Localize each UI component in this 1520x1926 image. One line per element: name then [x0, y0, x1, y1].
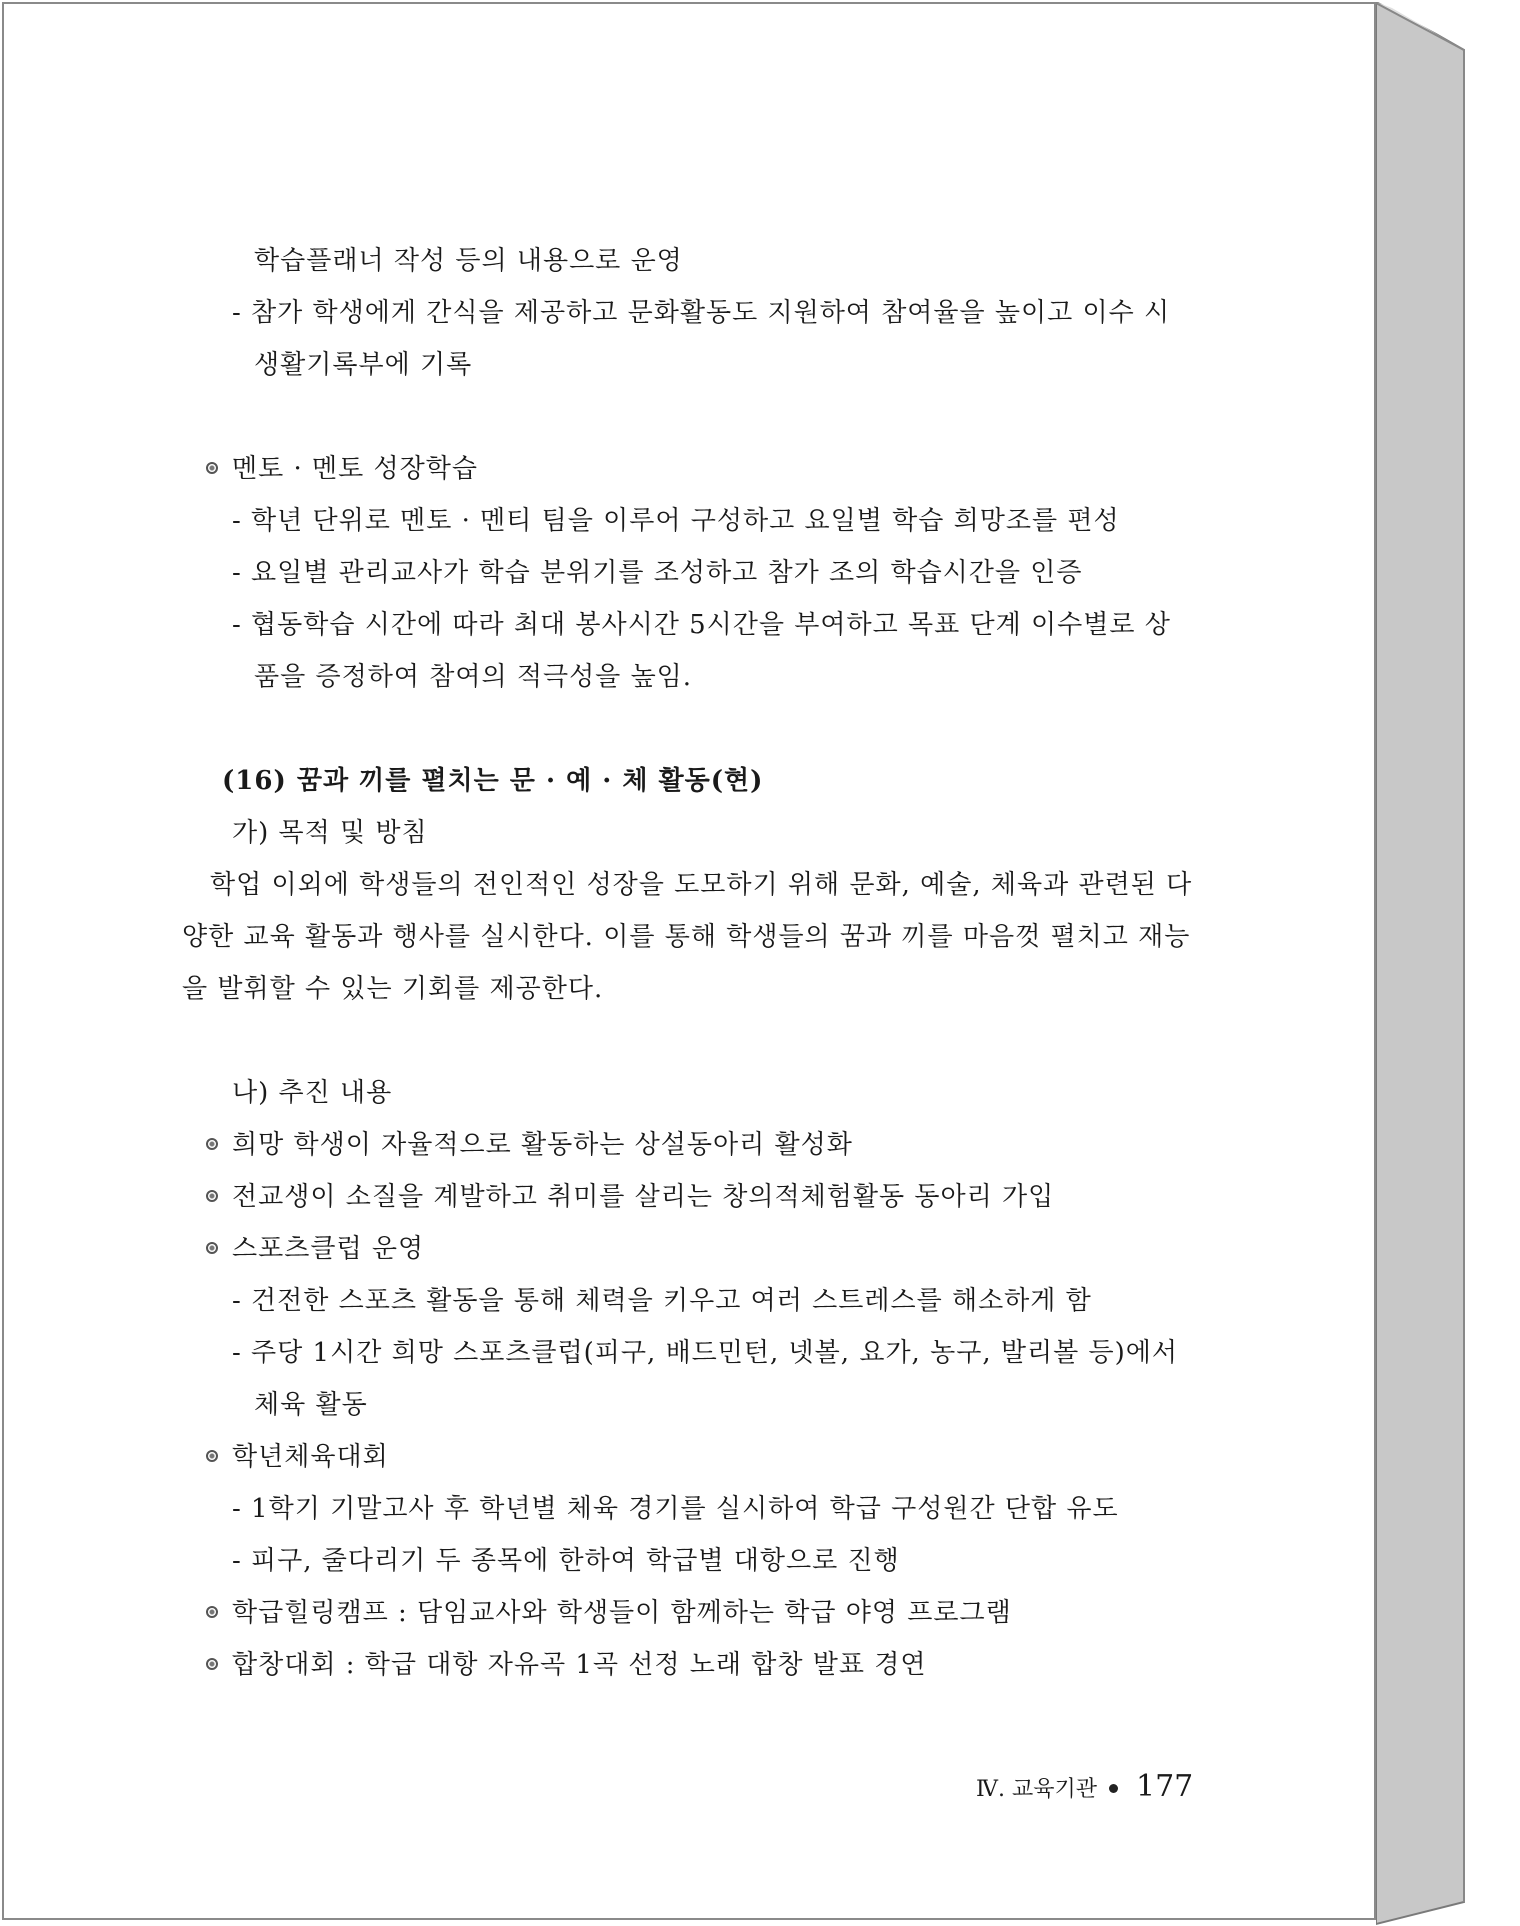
text-line: - 주당 1시간 희망 스포츠클럽(피구, 배드민턴, 넷볼, 요가, 농구, 발리볼 등)에서	[232, 1338, 1178, 1368]
paragraph-line: 학업 이외에 학생들의 전인적인 성장을 도모하기 위해 문화, 예술, 체육과 관련된 다	[210, 870, 1193, 900]
paragraph-line: 을 발휘할 수 있는 기회를 제공한다.	[182, 974, 604, 1004]
bullet-item: 희망 학생이 자율적으로 활동하는 상설동아리 활성화	[232, 1130, 853, 1160]
bullet-icon	[206, 462, 218, 474]
text-line: - 참가 학생에게 간식을 제공하고 문화활동도 지원하여 참여율을 높이고 이수 시	[232, 298, 1171, 328]
bullet-item: 전교생이 소질을 계발하고 취미를 살리는 창의적체험활동 동아리 가입	[232, 1182, 1055, 1212]
bullet-item-title: 멘토 · 멘토 성장학습	[232, 454, 478, 484]
bullet-item: 스포츠클럽 운영	[232, 1234, 425, 1264]
footer-dot-icon	[1109, 1784, 1118, 1793]
document-page	[2, 2, 1376, 1920]
text-line: - 요일별 관리교사가 학습 분위기를 조성하고 참가 조의 학습시간을 인증	[232, 558, 1083, 588]
text-line: 학습플래너 작성 등의 내용으로 운영	[254, 246, 683, 276]
paragraph-line: 양한 교육 활동과 행사를 실시한다. 이를 통해 학생들의 꿈과 끼를 마음껏 펼치고 재능	[182, 922, 1191, 952]
bullet-item: 학급힐링캠프 : 담임교사와 학생들이 함께하는 학급 야영 프로그램	[232, 1598, 1012, 1628]
text-line: 생활기록부에 기록	[254, 350, 473, 380]
subsection-heading: 가) 목적 및 방침	[232, 818, 428, 848]
bullet-icon	[206, 1242, 218, 1254]
page-number: 177	[1135, 1769, 1194, 1804]
text-line: 품을 증정하여 참여의 적극성을 높임.	[254, 662, 693, 692]
bullet-icon	[206, 1606, 218, 1618]
bullet-icon	[206, 1658, 218, 1670]
text-line: - 1학기 기말고사 후 학년별 체육 경기를 실시하여 학급 구성원간 단합 유도	[232, 1494, 1119, 1524]
page-footer	[976, 1769, 1194, 1805]
page-edge-shading	[1376, 2, 1520, 1926]
text-line: - 학년 단위로 멘토 · 멘티 팀을 이루어 구성하고 요일별 학습 희망조를 편성	[232, 506, 1120, 536]
bullet-icon	[206, 1138, 218, 1150]
text-line: - 피구, 줄다리기 두 종목에 한하여 학급별 대항으로 진행	[232, 1546, 900, 1576]
subsection-heading: 나) 추진 내용	[232, 1078, 393, 1108]
text-line: - 협동학습 시간에 따라 최대 봉사시간 5시간을 부여하고 목표 단계 이수별로 상	[232, 610, 1171, 640]
bullet-icon	[206, 1190, 218, 1202]
chapter-label: Ⅳ. 교육기관	[976, 1777, 1097, 1802]
text-line: - 건전한 스포츠 활동을 통해 체력을 키우고 여러 스트레스를 해소하게 함	[232, 1286, 1092, 1316]
bullet-item: 합창대회 : 학급 대항 자유곡 1곡 선정 노래 합창 발표 경연	[232, 1650, 927, 1680]
text-line: 체육 활동	[254, 1390, 368, 1420]
bullet-icon	[206, 1450, 218, 1462]
bullet-item: 학년체육대회	[232, 1442, 389, 1472]
section-heading: (16) 꿈과 끼를 펼치는 문 · 예 · 체 활동(현)	[222, 766, 764, 796]
